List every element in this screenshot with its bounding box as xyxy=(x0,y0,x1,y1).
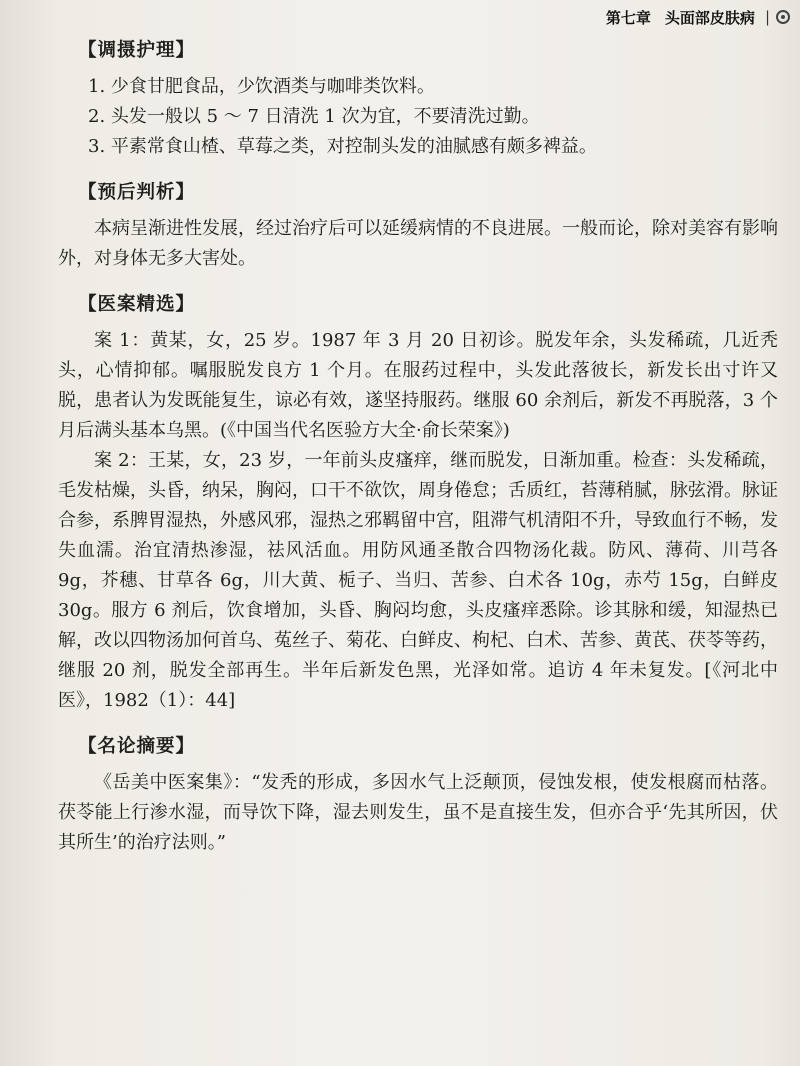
discussion-paragraph: 《岳美中医案集》：“发秃的形成，多因水气上泛颠顶，侵蚀发根，使发根腐而枯落。茯苓能上行渗水湿，而导饮下降，湿去则发生，虽不是直接生发，但亦合乎‘先其所因，伏其所生’的治疗法则。” xyxy=(58,772,778,853)
prognosis-paragraph: 本病呈渐进性发展，经过治疗后可以延缓病情的不良进展。一般而论，除对美容有影响外，对身体无多大害处。 xyxy=(58,218,778,269)
section-heading-prognosis: 【预后判析】 xyxy=(78,182,196,203)
header-separator: | xyxy=(764,8,770,26)
case-1-paragraph: 案 1：黄某，女，25 岁。1987 年 3 月 20 日初诊。脱发年余，头发稀疏，几近秃头，心情抑郁。嘱服脱发良方 1 个月。在服药过程中，头发此落彼长，新发长出寸许又脱，患者认为发既能复生，谅必有效，遂坚持服药。继服 60 余剂后，新发不再脱落，3 个月后满头基本乌黑。(《中国当代名医验方大全·俞长荣案》) xyxy=(58,330,778,441)
chapter-number: 第七章 xyxy=(605,8,651,27)
running-header xyxy=(606,4,790,30)
chapter-title: 头面部皮肤病 xyxy=(664,8,755,27)
care-item-2: 2. 头发一般以 5 ～ 7 日清洗 1 次为宜，不要清洗过勤。 xyxy=(88,106,540,127)
section-heading-cases: 【医案精选】 xyxy=(78,294,196,315)
ornament-icon xyxy=(776,10,790,24)
section-heading-care: 【调摄护理】 xyxy=(78,40,196,61)
page-body xyxy=(58,36,778,858)
care-item-3: 3. 平素常食山楂、草莓之类，对控制头发的油腻感有颇多裨益。 xyxy=(88,136,597,157)
case-2-paragraph: 案 2：王某，女，23 岁，一年前头皮瘙痒，继而脱发，日渐加重。检查：头发稀疏，毛发枯燥，头昏，纳呆，胸闷，口干不欲饮，周身倦怠；舌质红，苔薄稍腻，脉弦滑。脉证合参，系脾胃湿热，外感风邪，湿热之邪羁留中宫，阻滞气机清阳不升，导致血行不畅，发失血濡。治宜清热渗湿，祛风活血。用防风通圣散合四物汤化裁。防风、薄荷、川芎各 9g，芥穗、甘草各 6g，川大黄、栀子、当归、苦参、白术各 10g，赤芍 15g，白鲜皮 30g。服方 6 剂后，饮食增加，头昏、胸闷均愈，头皮瘙痒悉除。诊其脉和缓，知湿热已解，改以四物汤加何首乌、菟丝子、菊花、白鲜皮、枸杞、白术、苦参、黄芪、茯苓等药，继服 20 剂，脱发全部再生。半年后新发色黑，光泽如常。追访 4 年未复发。[《河北中医》，1982（1）：44] xyxy=(58,450,778,711)
care-item-1: 1. 少食甘肥食品，少饮酒类与咖啡类饮料。 xyxy=(88,76,435,97)
section-heading-discussion: 【名论摘要】 xyxy=(78,736,196,757)
